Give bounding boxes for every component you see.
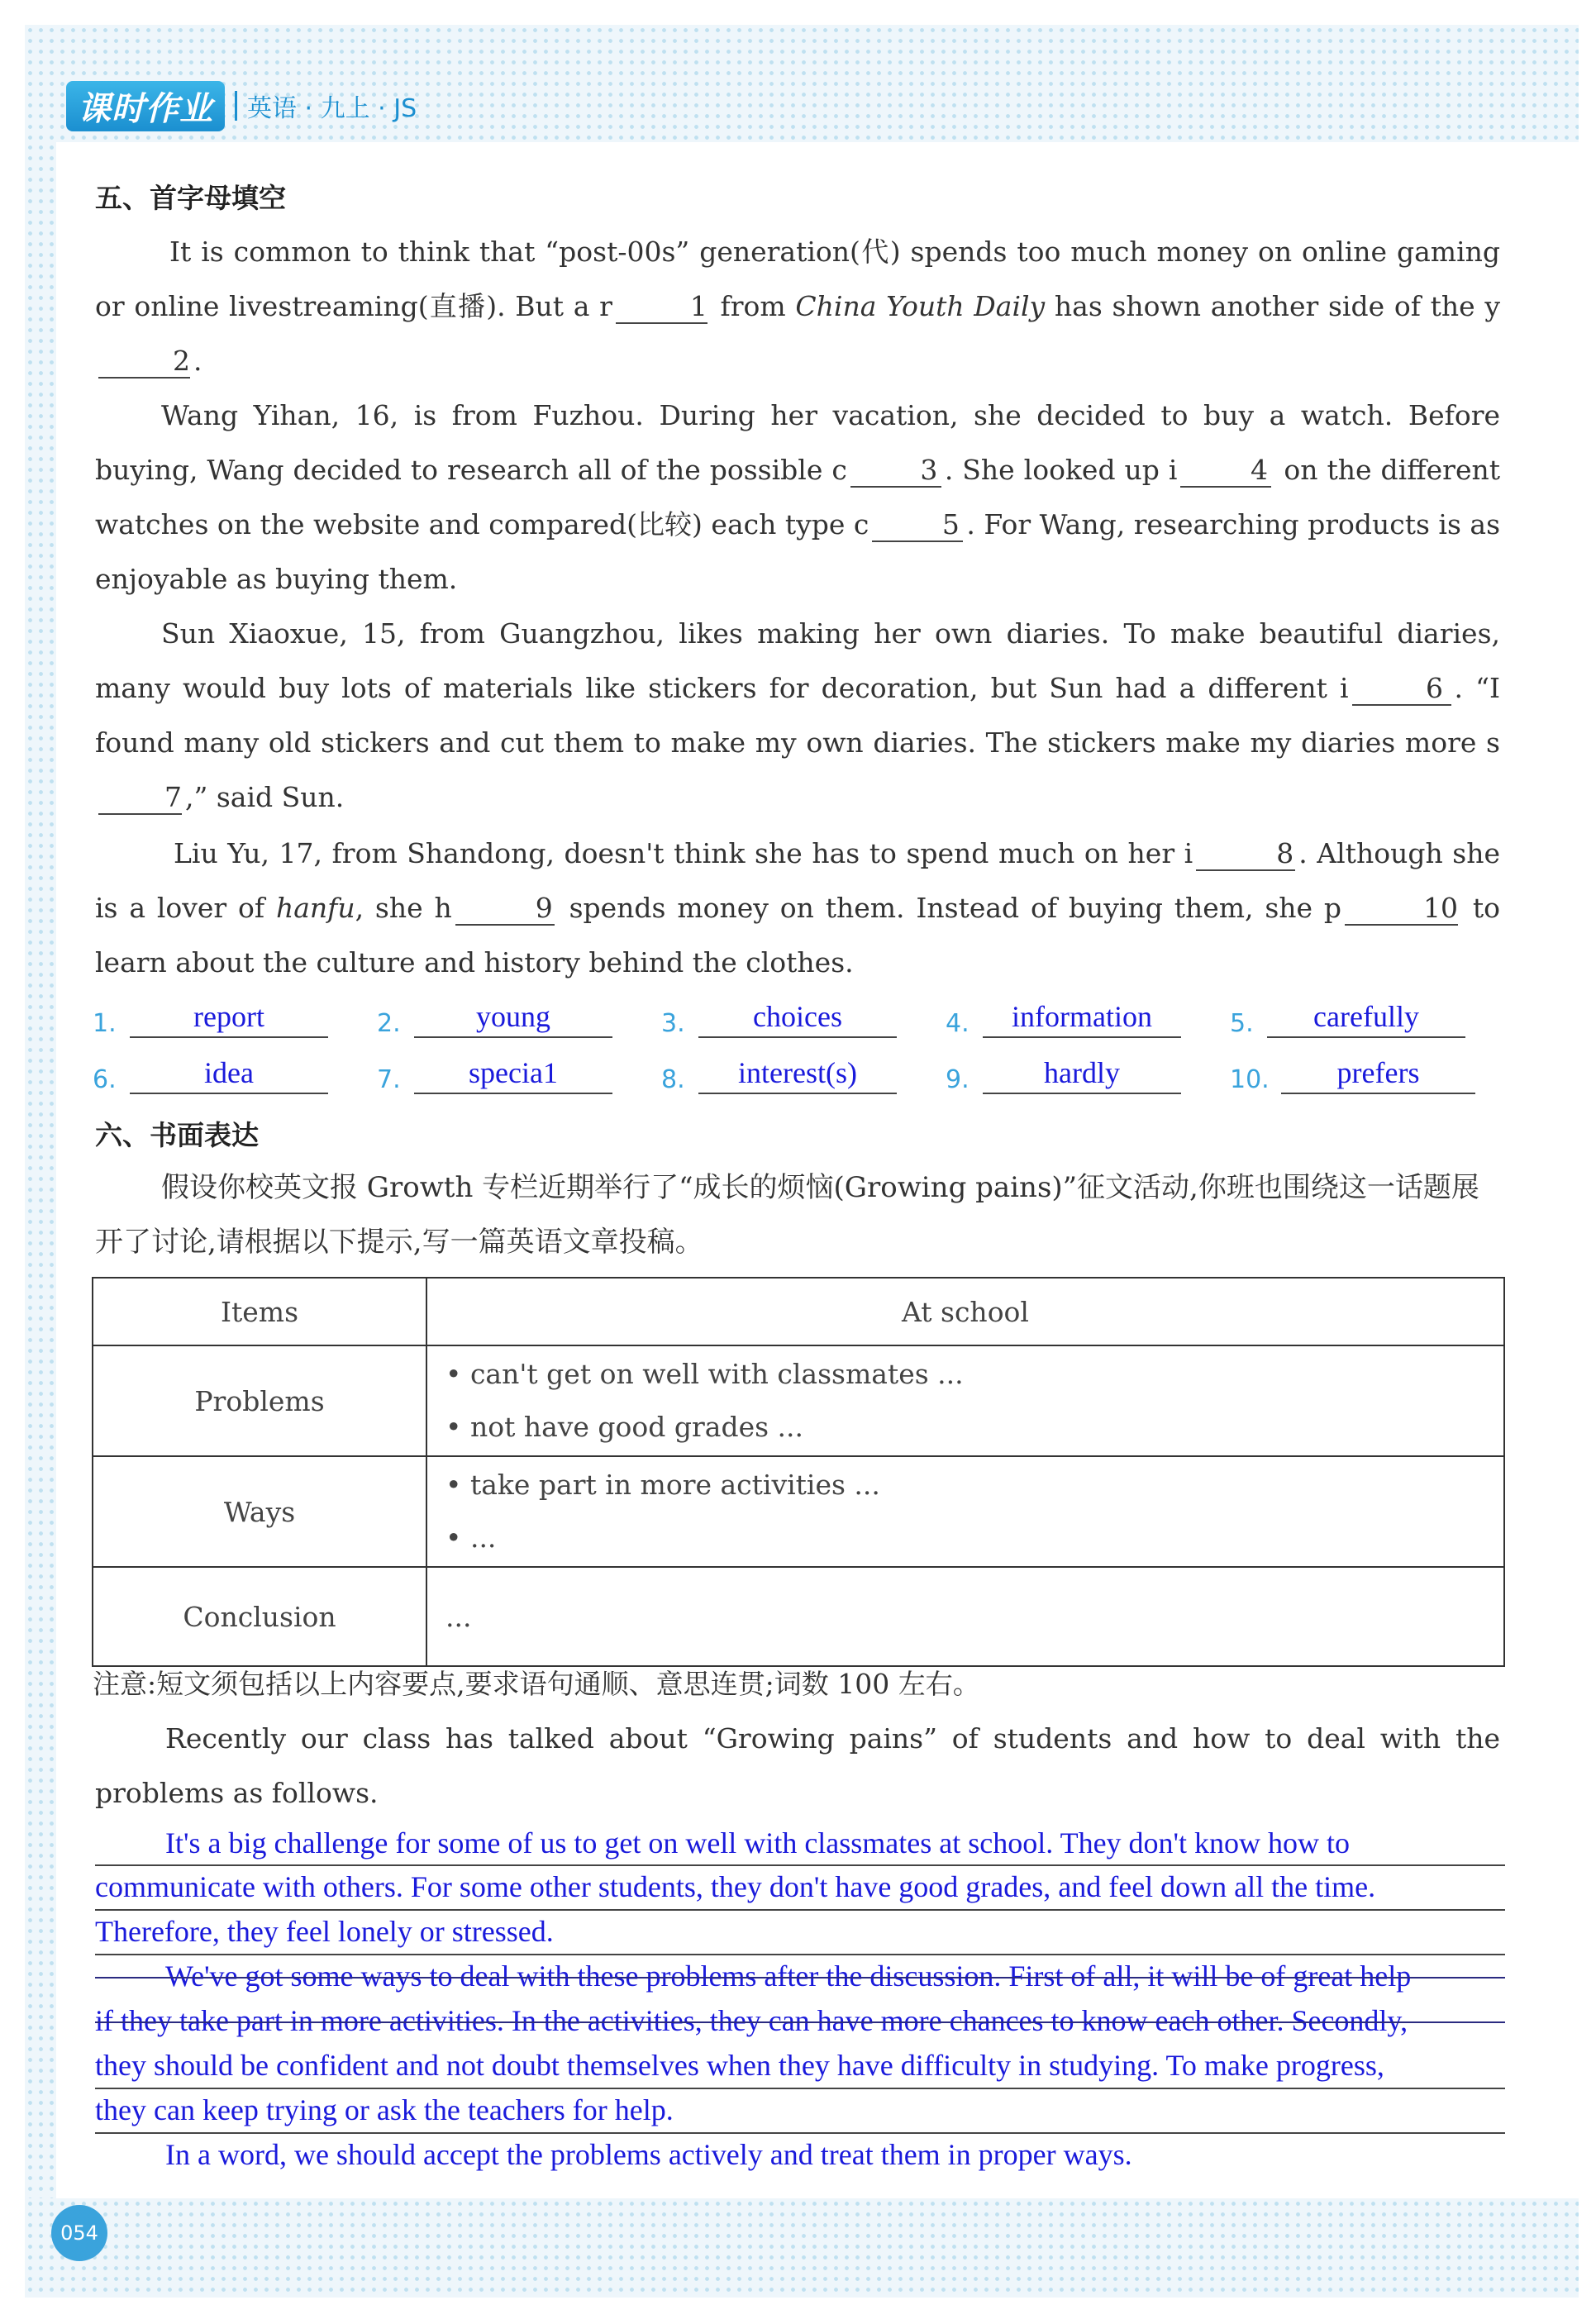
section5-title: 五、首字母填空 — [95, 182, 286, 214]
answer-4-value[interactable]: information — [983, 997, 1181, 1038]
footer-dotted-background — [25, 2198, 1579, 2298]
answer-8: 8. interest(s) — [661, 1053, 946, 1094]
blank-7[interactable]: 7 — [98, 782, 182, 815]
problem-point-1: • can't get on well with classmates ... — [445, 1358, 964, 1390]
answer-8-value[interactable]: interest(s) — [698, 1053, 897, 1094]
problem-point-2: • not have good grades ... — [445, 1411, 804, 1443]
ruled-line — [95, 2132, 1505, 2134]
row-label-ways: Ways — [93, 1456, 426, 1567]
brand-logo: 课时作业 — [66, 81, 225, 131]
essay-line-2: communicate with others. For some other students, they don't have good grades, and feel down all the time. — [95, 1870, 1376, 1903]
blank-10[interactable]: 10 — [1345, 893, 1458, 926]
answer-6-value[interactable]: idea — [130, 1053, 328, 1094]
essay-line-1: It's a big challenge for some of us to get on well with classmates at school. They don't know how to — [165, 1826, 1351, 1859]
blank-5[interactable]: 5 — [872, 509, 963, 542]
answer-4: 4. information — [946, 997, 1230, 1038]
table-cell-ways — [426, 1456, 1504, 1567]
answer-9-value[interactable]: hardly — [983, 1053, 1181, 1094]
passage-paragraph-3: Sun Xiaoxue, 15, from Guangzhou, likes making her own diaries. To make beautiful diaries, many would buy lots of materials like stickers for decoration, but Sun had a different i 6 . “I found many old stickers and cut them to make my own diaries. The stickers make my diaries more s7 ,” said Sun. — [95, 617, 1500, 813]
blank-1[interactable]: 1 — [616, 291, 707, 324]
newspaper-name: China Youth Daily — [795, 290, 1046, 322]
header-brand — [66, 83, 417, 129]
passage-paragraph-2: Wang Yihan, 16, is from Fuzhou. During her vacation, she decided to buy a watch. Before buying, Wang decided to research all of the possible c 3 . She looked up i 4 on the different watches on the website and compared(比较) each type c 5 . For Wang, researching products is as enjoyable as buying them. — [95, 399, 1501, 595]
row-label-conclusion: Conclusion — [93, 1567, 426, 1666]
book-subtitle: 英语 · 九上 · JS — [247, 94, 417, 123]
answer-1-value[interactable]: report — [130, 997, 328, 1038]
writing-note: 注意:短文须包括以上内容要点,要求语句通顺、意思连贯;词数 100 左右。 — [93, 1668, 980, 1700]
answer-5-value[interactable]: carefully — [1267, 997, 1465, 1038]
answer-6: 6. idea — [93, 1053, 377, 1094]
writing-task-prompt: 假设你校英文报 Growth 专栏近期举行了“成长的烦恼(Growing pains)”征文活动,你班也围绕这一话题展开了讨论,请根据以下提示,写一篇英语文章投稿。 — [95, 1171, 1479, 1259]
ruled-line — [95, 1909, 1505, 1911]
way-point-2: • ... — [445, 1521, 497, 1554]
essay-line-8: In a word, we should accept the problems actively and treat them in proper ways. — [165, 2138, 1132, 2171]
strike-through-line — [95, 2021, 1505, 2023]
blank-3[interactable]: 3 — [850, 455, 941, 488]
blank-4[interactable]: 4 — [1180, 455, 1271, 488]
strike-through-line — [95, 1977, 1505, 1979]
essay-line-5: if they take part in more activities. In the activities, they can have more chances to know each other. Secondly, — [95, 2004, 1408, 2037]
passage-paragraph-4: Liu Yu, 17, from Shandong, doesn't think she has to spend much on her i 8 . Although she is a lover of hanfu, she h 9 spends money on them. Instead of buying them, she p 10 to learn about the culture and history behind the clothes. — [95, 837, 1500, 979]
row-label-problems: Problems — [93, 1345, 426, 1456]
answer-5: 5. carefully — [1230, 997, 1514, 1038]
answer-7: 7. specia1 — [377, 1053, 661, 1094]
brand-divider — [235, 91, 237, 121]
hints-table — [92, 1277, 1505, 1667]
essay-opening: Recently our class has talked about “Growing pains” of students and how to deal with the problems as follows. — [95, 1722, 1500, 1809]
essay-line-3: Therefore, they feel lonely or stressed. — [95, 1915, 554, 1948]
table-header-items: Items — [93, 1278, 426, 1345]
essay-line-7: they can keep trying or ask the teachers for help. — [95, 2093, 674, 2126]
hanfu-term: hanfu — [275, 892, 355, 924]
blank-6[interactable]: 6 — [1352, 673, 1451, 706]
essay-line-6: they should be confident and not doubt themselves when they have difficulty in studying. To make progress, — [95, 2049, 1384, 2082]
answer-2: 2. young — [377, 997, 661, 1038]
answer-1: 1. report — [93, 997, 377, 1038]
left-dotted-margin — [25, 142, 56, 2208]
answer-key-grid — [93, 997, 1514, 1094]
essay-line-4: We've got some ways to deal with these problems after the discussion. First of all, it will be of great help — [165, 1959, 1412, 1993]
ruled-line — [95, 2088, 1505, 2089]
blank-9[interactable]: 9 — [455, 893, 555, 926]
answer-9: 9. hardly — [946, 1053, 1230, 1094]
table-cell-conclusion — [426, 1567, 1504, 1666]
way-point-1: • take part in more activities ... — [445, 1469, 880, 1501]
table-header-at-school: At school — [426, 1278, 1504, 1345]
answer-7-value[interactable]: specia1 — [414, 1053, 612, 1094]
answer-3-value[interactable]: choices — [698, 997, 897, 1038]
table-cell-problems — [426, 1345, 1504, 1456]
blank-2[interactable]: 2 — [98, 345, 190, 379]
answer-10: 10. prefers — [1230, 1053, 1514, 1094]
answer-10-value[interactable]: prefers — [1281, 1053, 1475, 1094]
ruled-line — [95, 1954, 1505, 1955]
answer-2-value[interactable]: young — [414, 997, 612, 1038]
section6-title: 六、书面表达 — [95, 1119, 259, 1151]
passage-paragraph-1: It is common to think that “post-00s” generation(代) spends too much money on online gaming or online livestreaming(直播). But a r 1 from China Youth Daily has shown another side of the y2 . — [95, 236, 1500, 377]
answer-3: 3. choices — [661, 997, 946, 1038]
page-number: 054 — [51, 2205, 107, 2261]
ruled-line — [95, 1864, 1505, 1866]
conclusion-point: ... — [445, 1600, 472, 1633]
blank-8[interactable]: 8 — [1196, 838, 1295, 871]
